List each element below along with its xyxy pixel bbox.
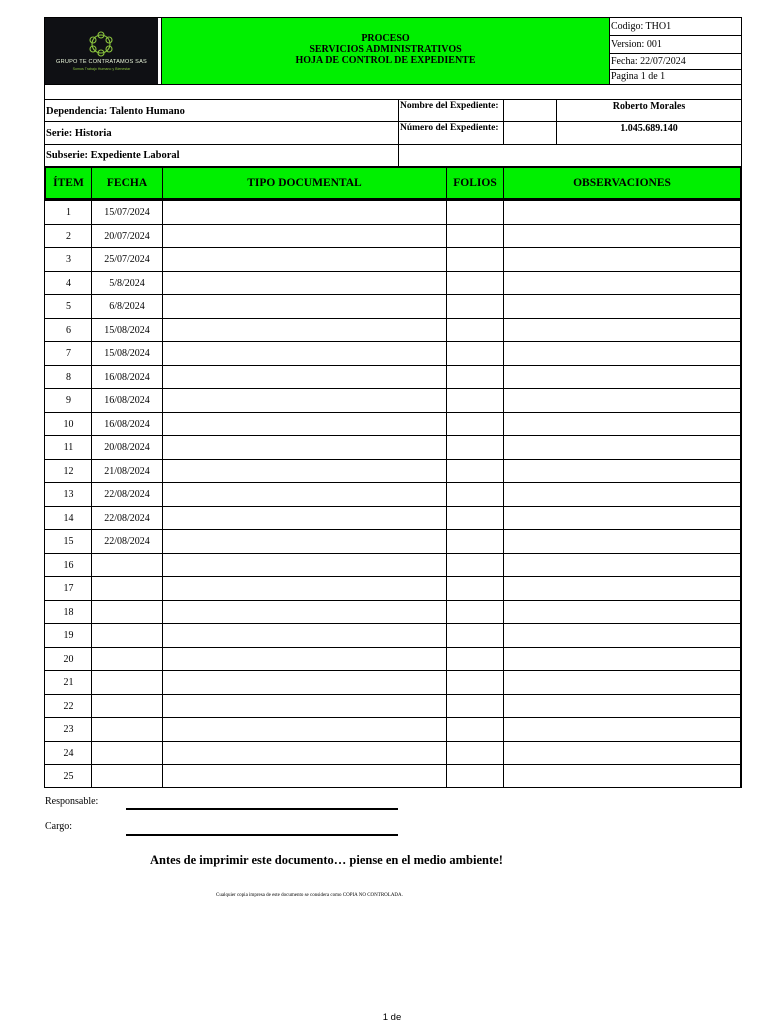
row-item: 14 <box>63 513 74 524</box>
nombre-expediente-value: Roberto Morales <box>612 100 686 112</box>
row-fecha <box>92 742 162 765</box>
row-folios[interactable] <box>447 389 503 412</box>
row-folios[interactable] <box>447 436 503 459</box>
row-observaciones[interactable] <box>504 624 740 647</box>
row-tipo-documental[interactable] <box>163 601 446 624</box>
row-folios[interactable] <box>447 554 503 577</box>
row-item: 19 <box>63 630 74 641</box>
row-item: 21 <box>63 677 74 688</box>
row-item: 18 <box>63 607 74 618</box>
row-tipo-documental[interactable] <box>163 742 446 765</box>
row-item: 9 <box>66 395 71 406</box>
row-tipo-documental[interactable] <box>163 765 446 788</box>
row-tipo-documental[interactable] <box>163 648 446 671</box>
row-folios[interactable] <box>447 342 503 365</box>
row-observaciones[interactable] <box>504 671 740 694</box>
row-observaciones[interactable] <box>504 460 740 483</box>
row-tipo-documental[interactable] <box>163 248 446 271</box>
row-observaciones[interactable] <box>504 319 740 342</box>
row-fecha: 5/8/2024 <box>109 278 145 289</box>
row-observaciones[interactable] <box>504 695 740 718</box>
column-header-tipo-documental: TIPO DOCUMENTAL <box>247 177 362 189</box>
meta-version: Version: 001 <box>611 39 662 50</box>
cargo-label: Cargo: <box>45 821 73 832</box>
row-folios[interactable] <box>447 413 503 436</box>
row-folios[interactable] <box>447 507 503 530</box>
row-tipo-documental[interactable] <box>163 319 446 342</box>
row-folios[interactable] <box>447 366 503 389</box>
responsable-label: Responsable: <box>45 796 99 807</box>
row-item: 10 <box>63 419 74 430</box>
row-item: 12 <box>63 466 74 477</box>
serie-field: Serie: Historia <box>46 127 112 139</box>
row-observaciones[interactable] <box>504 342 740 365</box>
process-title-block <box>162 18 609 84</box>
row-folios[interactable] <box>447 624 503 647</box>
row-item: 7 <box>66 348 71 359</box>
row-tipo-documental[interactable] <box>163 225 446 248</box>
row-tipo-documental[interactable] <box>163 460 446 483</box>
row-observaciones[interactable] <box>504 554 740 577</box>
row-item: 1 <box>66 207 71 218</box>
row-observaciones[interactable] <box>504 272 740 295</box>
responsable-signature-line <box>126 808 398 810</box>
row-item: 22 <box>63 701 74 712</box>
row-folios[interactable] <box>447 483 503 506</box>
company-logo <box>45 18 158 84</box>
row-observaciones[interactable] <box>504 648 740 671</box>
meta-date: Fecha: 22/07/2024 <box>611 55 686 67</box>
row-fecha: 20/08/2024 <box>104 442 150 453</box>
column-header-observaciones: OBSERVACIONES <box>573 177 671 189</box>
row-tipo-documental[interactable] <box>163 436 446 459</box>
row-item: 8 <box>66 372 71 383</box>
row-item: 4 <box>66 278 71 289</box>
row-observaciones[interactable] <box>504 436 740 459</box>
row-fecha <box>92 695 162 718</box>
row-observaciones[interactable] <box>504 225 740 248</box>
row-fecha <box>92 624 162 647</box>
row-folios[interactable] <box>447 295 503 318</box>
row-fecha: 16/08/2024 <box>104 395 150 406</box>
row-tipo-documental[interactable] <box>163 507 446 530</box>
row-folios[interactable] <box>447 201 503 224</box>
row-fecha <box>92 671 162 694</box>
row-item: 13 <box>63 489 74 500</box>
row-fecha: 20/07/2024 <box>104 231 150 242</box>
row-observaciones[interactable] <box>504 765 740 788</box>
numero-expediente-label: Número del Expediente: <box>400 123 499 133</box>
row-tipo-documental[interactable] <box>163 413 446 436</box>
spacer-row <box>44 84 742 100</box>
meta-code: Codigo: THO1 <box>611 21 672 32</box>
subserie-field: Subserie: Expediente Laboral <box>46 149 180 161</box>
row-tipo-documental[interactable] <box>163 577 446 600</box>
row-folios[interactable] <box>447 577 503 600</box>
row-folios[interactable] <box>447 530 503 553</box>
row-tipo-documental[interactable] <box>163 695 446 718</box>
row-item: 25 <box>63 771 74 782</box>
row-observaciones[interactable] <box>504 201 740 224</box>
row-folios[interactable] <box>447 460 503 483</box>
row-observaciones[interactable] <box>504 530 740 553</box>
row-observaciones[interactable] <box>504 483 740 506</box>
process-name: SERVICIOS ADMINISTRATIVOS <box>309 44 462 55</box>
meta-page: Pagina 1 de 1 <box>611 71 666 82</box>
row-folios[interactable] <box>447 695 503 718</box>
row-item: 15 <box>63 536 74 547</box>
row-fecha: 16/08/2024 <box>104 372 150 383</box>
row-fecha: 16/08/2024 <box>104 419 150 430</box>
document-title: HOJA DE CONTROL DE EXPEDIENTE <box>295 55 476 66</box>
row-tipo-documental[interactable] <box>163 201 446 224</box>
row-fecha <box>92 765 162 788</box>
row-fecha <box>92 601 162 624</box>
row-tipo-documental[interactable] <box>163 366 446 389</box>
row-fecha <box>92 648 162 671</box>
row-fecha: 21/08/2024 <box>104 466 150 477</box>
row-fecha: 22/08/2024 <box>104 536 150 547</box>
row-folios[interactable] <box>447 272 503 295</box>
row-fecha: 22/08/2024 <box>104 513 150 524</box>
row-fecha: 15/08/2024 <box>104 325 150 336</box>
row-observaciones[interactable] <box>504 366 740 389</box>
company-name: GRUPO TE CONTRATAMOS SAS <box>56 59 147 65</box>
company-tagline: Somos Trabajo Humano y Bienestar <box>72 67 131 71</box>
row-observaciones[interactable] <box>504 248 740 271</box>
column-header-fecha: FECHA <box>106 177 148 189</box>
row-observaciones[interactable] <box>504 413 740 436</box>
cargo-signature-line <box>126 834 398 836</box>
row-fecha <box>92 577 162 600</box>
numero-expediente-value: 1.045.689.140 <box>620 122 678 134</box>
row-fecha: 22/08/2024 <box>104 489 150 500</box>
row-item: 6 <box>66 325 71 336</box>
process-label: PROCESO <box>361 33 410 44</box>
row-item: 23 <box>63 724 74 735</box>
row-folios[interactable] <box>447 718 503 741</box>
row-tipo-documental[interactable] <box>163 272 446 295</box>
row-folios[interactable] <box>447 248 503 271</box>
row-fecha: 15/08/2024 <box>104 348 150 359</box>
row-fecha: 6/8/2024 <box>109 301 145 312</box>
row-item: 5 <box>66 301 71 312</box>
row-folios[interactable] <box>447 225 503 248</box>
row-observaciones[interactable] <box>504 601 740 624</box>
row-observaciones[interactable] <box>504 295 740 318</box>
row-item: 16 <box>63 560 74 571</box>
row-folios[interactable] <box>447 671 503 694</box>
row-fecha <box>92 554 162 577</box>
column-header-folios: FOLIOS <box>453 177 497 189</box>
row-fecha <box>92 718 162 741</box>
row-observaciones[interactable] <box>504 577 740 600</box>
page-indicator: 1 de <box>382 1012 402 1023</box>
row-tipo-documental[interactable] <box>163 671 446 694</box>
row-tipo-documental[interactable] <box>163 530 446 553</box>
row-tipo-documental[interactable] <box>163 718 446 741</box>
row-item: 3 <box>66 254 71 265</box>
row-folios[interactable] <box>447 601 503 624</box>
logo-emblem-icon <box>45 18 158 84</box>
row-item: 17 <box>63 583 74 594</box>
row-tipo-documental[interactable] <box>163 295 446 318</box>
row-tipo-documental[interactable] <box>163 483 446 506</box>
row-observaciones[interactable] <box>504 507 740 530</box>
copy-note: Cualquier copia impresa de este documento se considera como COPIA NO CONTROLADA. <box>216 893 403 898</box>
nombre-expediente-label: Nombre del Expediente: <box>400 101 499 111</box>
dependencia-field: Dependencia: Talento Humano <box>46 105 185 117</box>
row-tipo-documental[interactable] <box>163 342 446 365</box>
row-item: 24 <box>63 748 74 759</box>
column-header-item: ÍTEM <box>53 177 84 189</box>
row-tipo-documental[interactable] <box>163 624 446 647</box>
environment-note: Antes de imprimir este documento… piense en el medio ambiente! <box>150 853 503 867</box>
row-item: 11 <box>63 442 74 453</box>
row-fecha: 25/07/2024 <box>104 254 150 265</box>
row-fecha: 15/07/2024 <box>104 207 150 218</box>
row-observaciones[interactable] <box>504 718 740 741</box>
row-folios[interactable] <box>447 648 503 671</box>
row-folios[interactable] <box>447 742 503 765</box>
row-tipo-documental[interactable] <box>163 389 446 412</box>
row-observaciones[interactable] <box>504 389 740 412</box>
row-observaciones[interactable] <box>504 742 740 765</box>
row-tipo-documental[interactable] <box>163 554 446 577</box>
row-item: 20 <box>63 654 74 665</box>
row-folios[interactable] <box>447 319 503 342</box>
row-item: 2 <box>66 231 71 242</box>
row-folios[interactable] <box>447 765 503 788</box>
